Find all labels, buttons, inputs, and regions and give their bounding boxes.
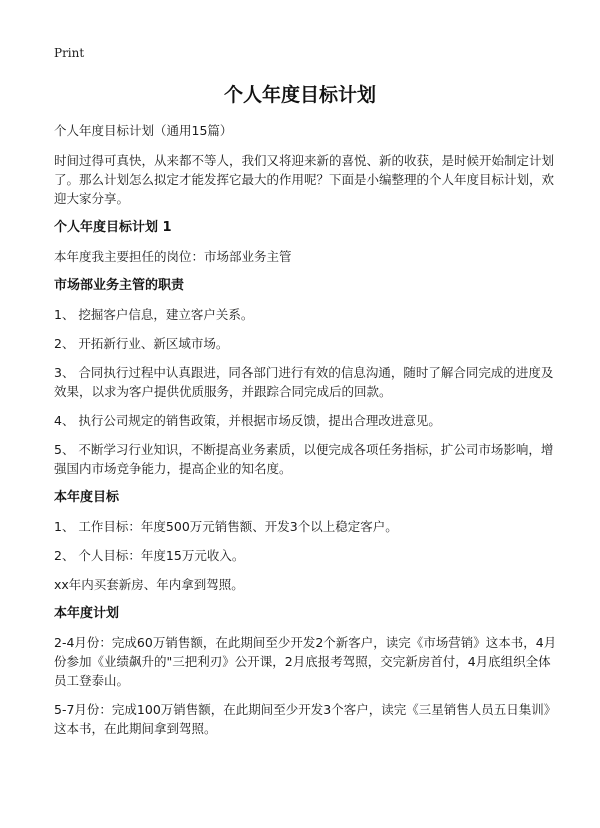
plan-item: 2-4月份：完成60万销售额，在此期间至少开发2个新客户，读完《市场营销》这本书，4月份参加《业绩飙升的"三把利刃》公开课，2月底报考驾照，交完新房首付，4月底组织全体员工登泰山。	[54, 635, 557, 688]
duty-item: 5、 不断学习行业知识，不断提高业务素质，以便完成各项任务指标，扩公司市场影响，增强国内市场竞争能力，提高企业的知名度。	[54, 442, 554, 476]
document-subtitle: 个人年度目标计划（通用15篇）	[54, 123, 233, 138]
plan-item: 5-7月份：完成100万销售额，在此期间至少开发3个客户，读完《三星销售人员五日集训》这本书，在此期间拿到驾照。	[54, 702, 557, 736]
duty-item: 3、 合同执行过程中认真跟进，同各部门进行有效的信息沟通，随时了解合同完成的进度及效果，以求为客户提供优质服务，并跟踪合同完成后的回款。	[54, 365, 554, 399]
section-heading-duties: 市场部业务主管的职责	[54, 278, 185, 293]
goal-item: 2、 个人目标：年度15万元收入。	[54, 548, 245, 563]
position-line: 本年度我主要担任的岗位：市场部业务主管	[54, 249, 292, 264]
duty-item: 4、 执行公司规定的销售政策，并根据市场反馈，提出合理改进意见。	[54, 413, 441, 428]
duty-item: 2、 开拓新行业、新区域市场。	[54, 336, 229, 351]
section-heading-plan-1: 个人年度目标计划 1	[54, 220, 172, 235]
page-title: 个人年度目标计划	[223, 84, 376, 106]
duty-item: 1、 挖掘客户信息，建立客户关系。	[54, 307, 254, 322]
document-body	[54, 121, 560, 748]
section-heading-goals: 本年度目标	[54, 490, 120, 505]
section-heading-plan: 本年度计划	[54, 606, 120, 621]
intro-paragraph: 时间过得可真快，从来都不等人，我们又将迎来新的喜悦、新的收获，是时候开始制定计划了。那么计划怎么拟定才能发挥它最大的作用呢？下面是小编整理的个人年度目标计划，欢迎大家分享。	[54, 153, 555, 206]
goal-item: xx年内买套新房、年内拿到驾照。	[54, 577, 244, 592]
goal-item: 1、 工作目标：年度500万元销售额、开发3个以上稳定客户。	[54, 519, 398, 534]
print-label: Print	[54, 46, 85, 60]
